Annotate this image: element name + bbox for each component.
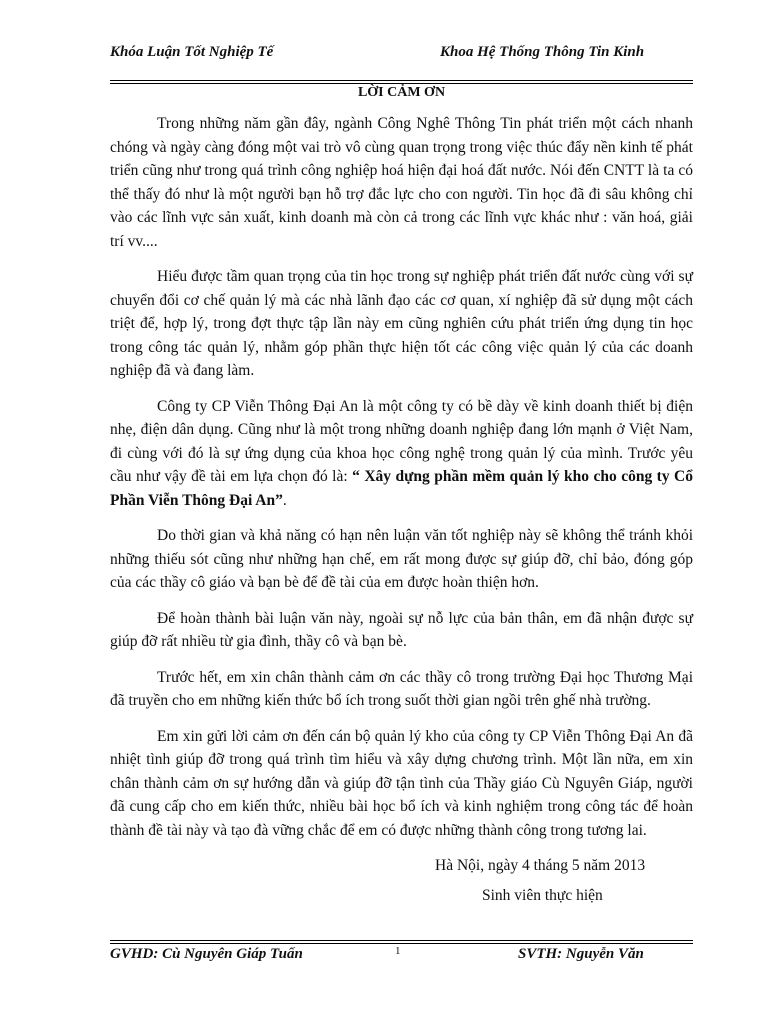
- company-end: .: [282, 491, 287, 509]
- paragraph-importance: Hiểu được tầm quan trọng của tin học trong sự nghiệp phát triển đất nước cùng với sự chuyển đổi cơ chế quản lý mà các nhà lãnh đạo các cơ quan, xí nghiệp đã sử dụng một cách triệt để, hợp lý, trong đợt thực tập lần này em cũng nghiên cứu phát triển ứng dụng tin học trong công tác quản lý, nhằm góp phần thực hiện tốt các công việc quản lý của các doanh nghiệp đã và đang làm.: [110, 268, 693, 379]
- signature-date: Hà Nội, ngày 4 tháng 5 năm 2013: [435, 857, 646, 874]
- header-left: Khóa Luận Tốt Nghiệp Tế: [110, 44, 274, 60]
- paragraph-intro: Trong những năm gần đây, ngành Công Nghê Thông Tin phát triển một cách nhanh chóng và ngày càng đóng một vai trò vô cùng quan trọng trong việc thúc đẩy nền kinh tế phát triển cũng như trong quá trình công nghiệp hoá hiện đại hoá đất nước. Nói đến CNTT là ta có thể thấy đó như là một người bạn hỗ trợ đắc lực cho con người. Tin học đã đi sâu không chỉ vào các lĩnh vực sản xuất, kinh doanh mà còn cả trong các lĩnh vực khác như : văn hoá, giải trí vv....: [110, 115, 693, 250]
- paragraph-limitations: Do thời gian và khả năng có hạn nên luận văn tốt nghiệp này sẽ không thể tránh khỏi những thiếu sót cũng như những hạn chế, em rất mong được sự giúp đỡ, chỉ bảo, đóng góp của các thầy cô giáo và bạn bè để đề tài của em được hoàn thiện hơn.: [110, 527, 693, 591]
- paragraph-company: [110, 395, 693, 513]
- footer-left: GVHD: Cù Nguyên Giáp Tuấn: [110, 946, 303, 962]
- company-text: Công ty CP Viễn Thông Đại An là một công ty có bề dày về kinh doanh thiết bị điện nhẹ, điện dân dụng. Cũng như là một trong những doanh nghiệp đang lớn mạnh ở Việt Nam, đi cùng với đó là sự ứng dụng của khoa học công nghệ trong quản lý của mình. Trước yêu cầu như vậy đề tài em lựa chọn đó là:: [110, 397, 693, 485]
- page-title: LỜI CẢM ƠN: [357, 85, 446, 100]
- paragraph-teachers: Trước hết, em xin chân thành cảm ơn các thầy cô trong trường Đại học Thương Mại đã truyền cho em những kiến thức bổ ích trong suốt thời gian ngồi trên ghế nhà trường.: [110, 668, 693, 709]
- project-title: “ Xây dựng phần mềm quản lý kho cho công ty Cổ Phần Viễn Thông Đại An”: [110, 468, 693, 509]
- paragraph-support: Để hoàn thành bài luận văn này, ngoài sự nỗ lực của bản thân, em đã nhận được sự giúp đỡ rất nhiều từ gia đình, thầy cô và bạn bè.: [110, 609, 693, 650]
- header-rule: [110, 80, 693, 81]
- signature-role: Sinh viên thực hiện: [482, 886, 603, 904]
- footer-rule: [110, 940, 693, 941]
- header-right: Khoa Hệ Thống Thông Tin Kinh: [440, 44, 645, 60]
- paragraph-thanks: Em xin gửi lời cảm ơn đến cán bộ quản lý kho của công ty CP Viễn Thông Đại An đã nhiệt tình giúp đỡ trong quá trình tìm hiểu và xây dựng chương trình. Một lần nữa, em xin chân thành cảm ơn sự hướng dẫn và giúp đỡ tận tình của Thầy giáo Cù Nguyên Giáp, người đã cung cấp cho em kiến thức, nhiều bài học bổ ích và kinh nghiệm trong công tác để hoàn thành đề tài này và tạo đà vững chắc để em có được những thành công trong tương lai.: [110, 727, 693, 839]
- page-number: 1: [395, 945, 401, 957]
- document-body: [110, 112, 693, 907]
- footer-right: SVTH: Nguyễn Văn: [518, 946, 644, 962]
